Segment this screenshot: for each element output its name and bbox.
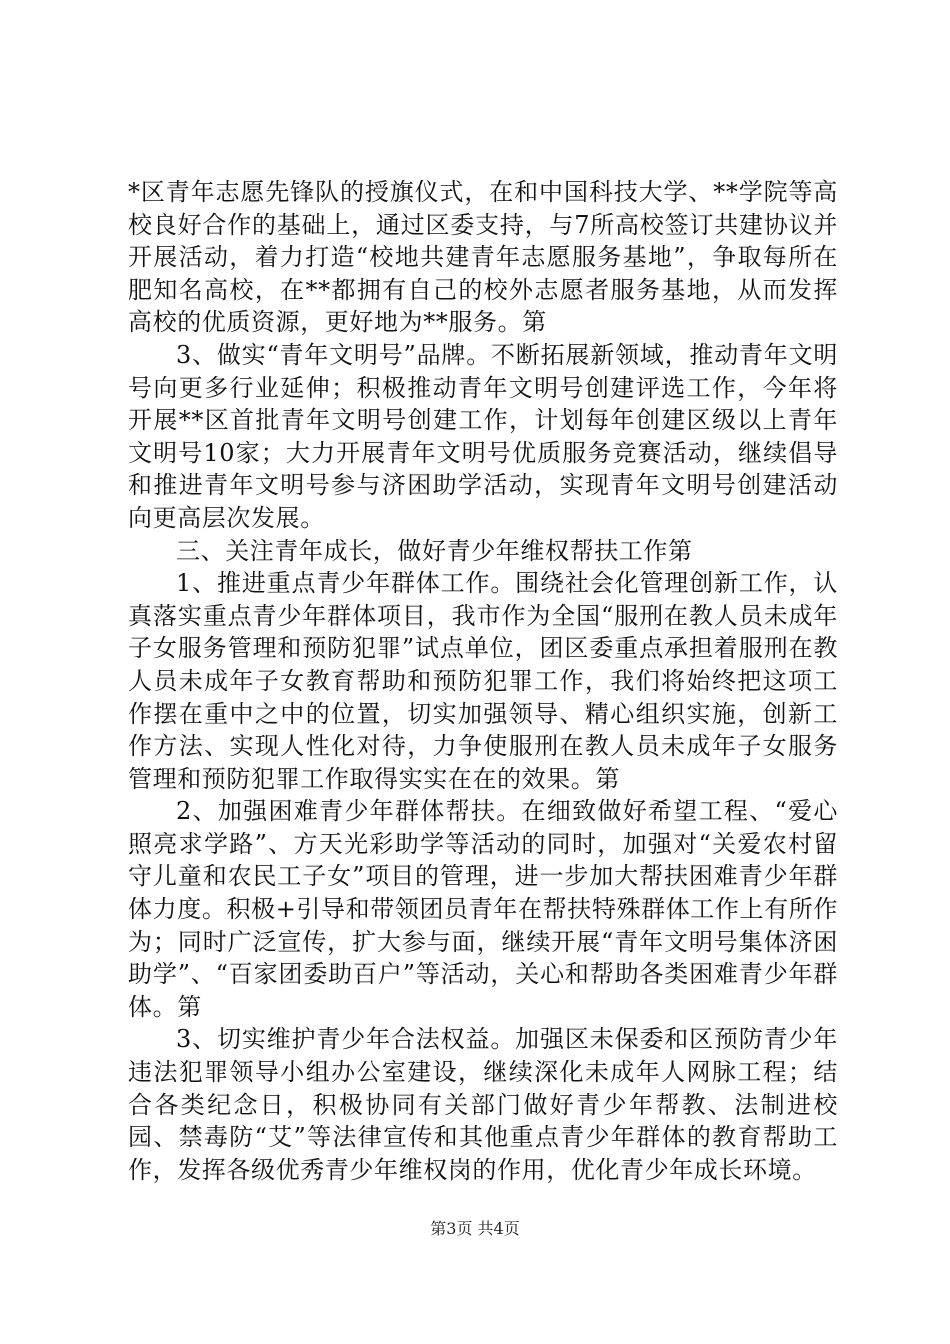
paragraph-5: 2、加强困难青少年群体帮扶。在细致做好希望工程、“爱心照亮求学路”、方天光彩助学等活动的同时，加强对“关爱农村留守儿童和农民工子女”项目的管理，进一步加大帮扶困难青少年群体力度。积极+引导和带领团员青年在帮扶特殊群体工作上有所作为；同时广泛宣传，扩大参与面，继续开展“青年文明号集体济困助学”、“百家团委助百户”等活动，关心和帮助各类困难青少年群体。第 bbox=[128, 797, 838, 1021]
paragraph-2: 3、做实“青年文明号”品牌。不断拓展新领域，推动青年文明号向更多行业延伸；积极推动青年文明号创建评选工作，今年将开展**区首批青年文明号创建工作，计划每年创建区级以上青年文明号10家；大力开展青年文明号优质服务竞赛活动，继续倡导和推进青年文明号参与济困助学活动，实现青年文明号创建活动向更高层次发展。 bbox=[128, 340, 838, 532]
document-body bbox=[128, 176, 838, 1186]
page-footer: 第3页 共4页 bbox=[430, 1219, 520, 1238]
paragraph-4: 1、推进重点青少年群体工作。围绕社会化管理创新工作，认真落实重点青少年群体项目，我市作为全国“服刑在教人员未成年子女服务管理和预防犯罪”试点单位，团区委重点承担着服刑在教人员未成年子女教育帮助和预防犯罪工作，我们将始终把这项工作摆在重中之中的位置，切实加强领导、精心组织实施，创新工作方法、实现人性化对待，力争使服刑在教人员未成年子女服务管理和预防犯罪工作取得实实在在的效果。第 bbox=[128, 569, 838, 793]
paragraph-6: 3、切实维护青少年合法权益。加强区未保委和区预防青少年违法犯罪领导小组办公室建设，继续深化未成年人网脉工程；结合各类纪念日，积极协同有关部门做好青少年帮教、法制进校园、禁毒防“艾”等法律宣传和其他重点青少年群体的教育帮助工作，发挥各级优秀青少年维权岗的作用，优化青少年成长环境。 bbox=[128, 1025, 838, 1184]
section-heading-3: 三、关注青年成长，做好青少年维权帮扶工作第 bbox=[176, 536, 693, 565]
paragraph-1: *区青年志愿先锋队的授旗仪式，在和中国科技大学、**学院等高校良好合作的基础上，通过区委支持，与7所高校签订共建协议并开展活动，着力打造“校地共建青年志愿服务基地”，争取每所在肥知名高校，在**都拥有自己的校外志愿者服务基地，从而发挥高校的优质资源，更好地为**服务。第 bbox=[128, 178, 838, 337]
